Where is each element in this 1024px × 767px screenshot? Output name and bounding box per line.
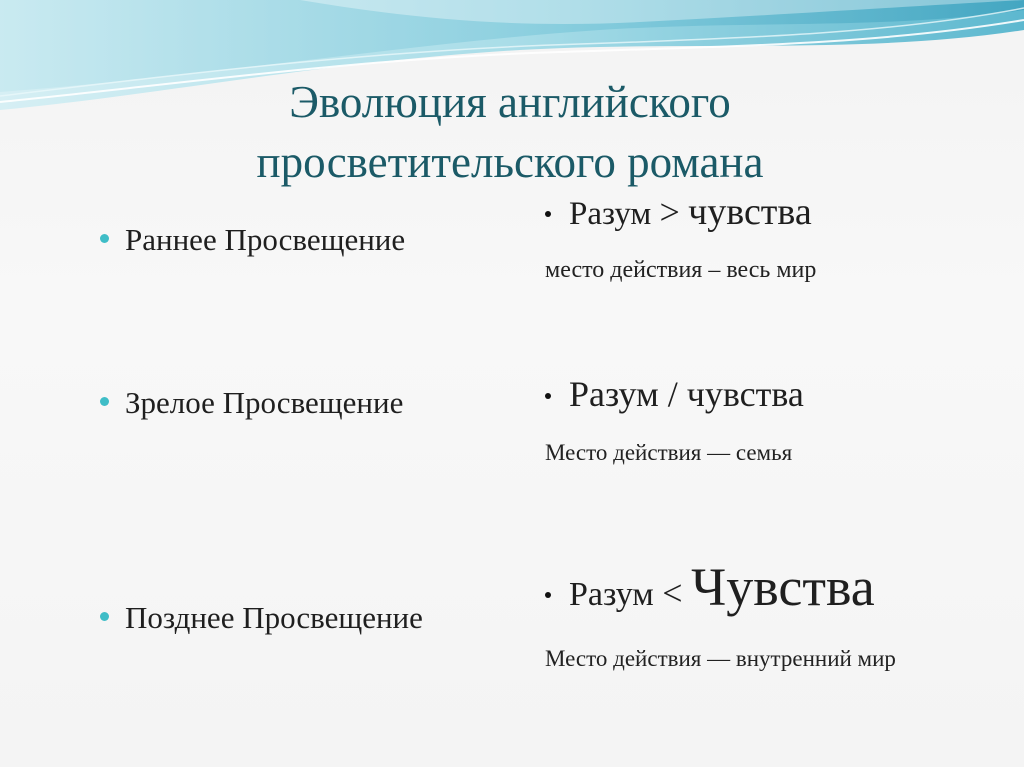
relation-late [545,556,875,618]
relation-early [545,190,812,234]
relation-sign: < [662,573,683,613]
relation-right: Чувства [691,557,875,617]
bullet-dot-icon [100,234,109,243]
relation-sign: > [659,192,680,232]
relation-left: Разум [569,196,652,232]
stage-item-mature [100,385,403,421]
title-line-1: Эволюция английского [289,77,731,127]
stage-item-late [100,600,423,636]
slide-title [150,72,870,192]
setting-late: Место действия — внутренний мир [545,646,896,671]
title-line-2: просветительского романа [256,137,764,187]
stage-label: Раннее Просвещение [125,222,406,257]
relation-text: Разум / чувства [569,374,804,414]
setting-early: место действия – весь мир [545,257,817,283]
bullet-dot-icon [545,393,551,399]
relation-mature [545,373,804,415]
bullet-dot-icon [100,397,109,406]
relation-right: чувства [688,191,812,233]
stage-label: Зрелое Просвещение [125,385,404,420]
bullet-dot-icon [545,592,551,598]
bullet-dot-icon [545,211,551,217]
setting-mature: Место действия — семья [545,440,793,465]
bullet-dot-icon [100,612,109,621]
relation-left: Разум [569,576,654,613]
stage-item-early [100,222,405,258]
stage-label: Позднее Просвещение [125,600,423,635]
